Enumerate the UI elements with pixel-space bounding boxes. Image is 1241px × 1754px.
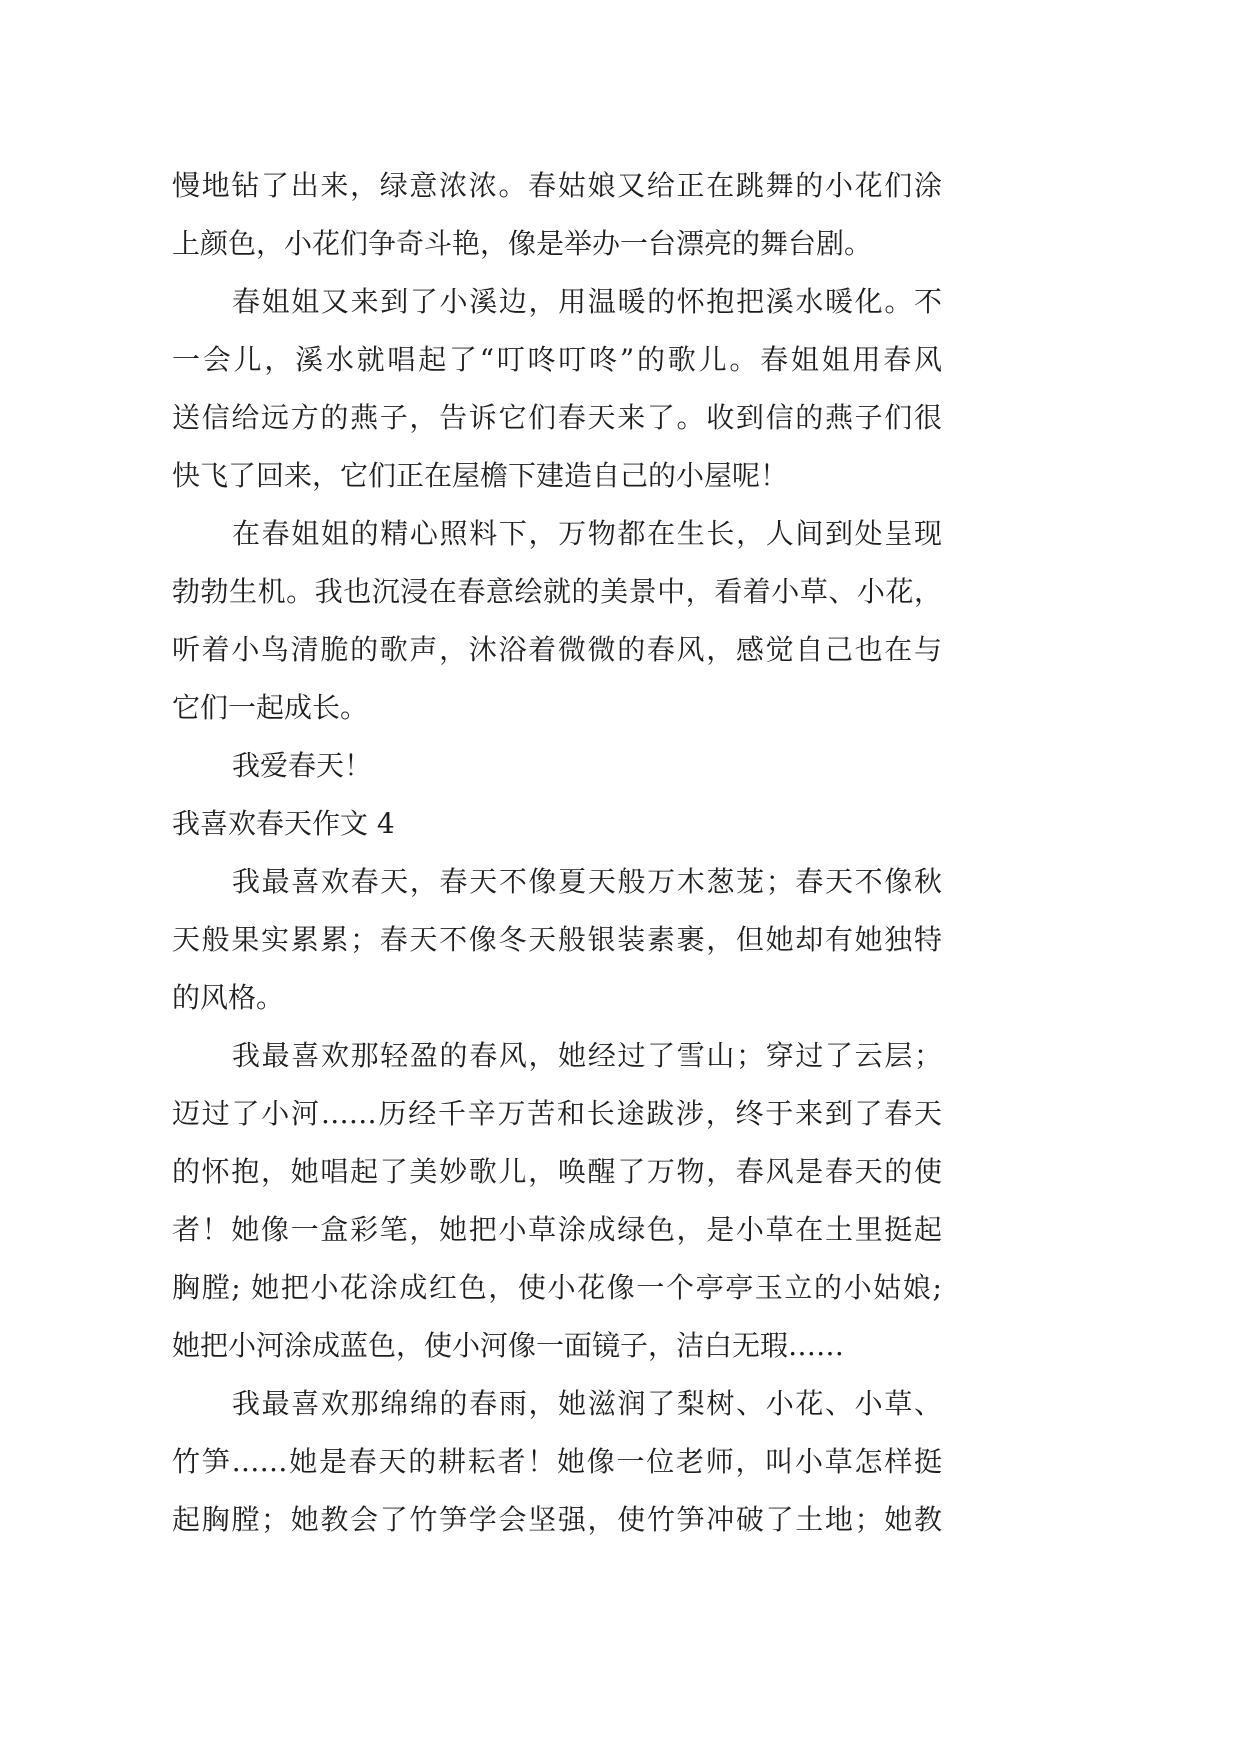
paragraph-line: 一会儿，溪水就唱起了“叮咚叮咚”的歌儿。春姐姐用春风 [172,343,942,376]
essay-heading: 我喜欢春天作文 4 [172,807,395,840]
paragraph-line: 的风格。 [172,981,285,1014]
paragraph-line: 起胸膛；她教会了竹笋学会坚强，使竹笋冲破了土地；她教 [172,1503,942,1536]
paragraph-line: 者！她像一盒彩笔，她把小草涂成绿色，是小草在土里挺起 [172,1213,942,1246]
paragraph [172,273,942,505]
paragraph-line: 我最喜欢那轻盈的春风，她经过了雪山；穿过了云层； [232,1039,942,1072]
paragraph-line: 我最喜欢春天，春天不像夏天般万木葱茏；春天不像秋 [232,865,942,898]
text-column [172,157,942,1549]
paragraph-line: 送信给远方的燕子，告诉它们春天来了。收到信的燕子们很 [172,401,942,434]
paragraph [172,737,942,795]
paragraph [172,1027,942,1375]
paragraph-line: 在春姐姐的精心照料下，万物都在生长，人间到处呈现 [232,517,942,550]
paragraph-line: 上颜色，小花们争奇斗艳，像是举办一台漂亮的舞台剧。 [172,227,873,260]
paragraph-line: 勃勃生机。我也沉浸在春意绘就的美景中，看着小草、小花， [172,575,942,608]
paragraph-line: 我爱春天！ [232,749,373,782]
paragraph [172,853,942,1027]
paragraph-line: 慢地钻了出来，绿意浓浓。春姑娘又给正在跳舞的小花们涂 [172,169,942,202]
paragraph-line: 的怀抱，她唱起了美妙歌儿，唤醒了万物，春风是春天的使 [172,1155,942,1188]
paragraph-line: 听着小鸟清脆的歌声，沐浴着微微的春风，感觉自己也在与 [172,633,942,666]
paragraph-line: 它们一起成长。 [172,691,369,724]
paragraph-line: 胸膛; 她把小花涂成红色，使小花像一个亭亭玉立的小姑娘; [172,1271,942,1304]
paragraph-line: 天般果实累累；春天不像冬天般银装素裹，但她却有她独特 [172,923,942,956]
paragraph-line: 快飞了回来，它们正在屋檐下建造自己的小屋呢！ [172,459,789,492]
paragraph-line: 迈过了小河……历经千辛万苦和长途跋涉，终于来到了春天 [172,1097,942,1130]
paragraph-line: 她把小河涂成蓝色，使小河像一面镜子，洁白无瑕…… [172,1329,845,1362]
paragraph [172,505,942,737]
paragraph [172,1375,942,1549]
paragraph-line: 我最喜欢那绵绵的春雨，她滋润了梨树、小花、小草、 [232,1387,942,1420]
paragraph-line: 竹笋……她是春天的耕耘者！她像一位老师，叫小草怎样挺 [172,1445,942,1478]
paragraph [172,157,942,273]
paragraph-line: 春姐姐又来到了小溪边，用温暖的怀抱把溪水暖化。不 [232,285,942,318]
